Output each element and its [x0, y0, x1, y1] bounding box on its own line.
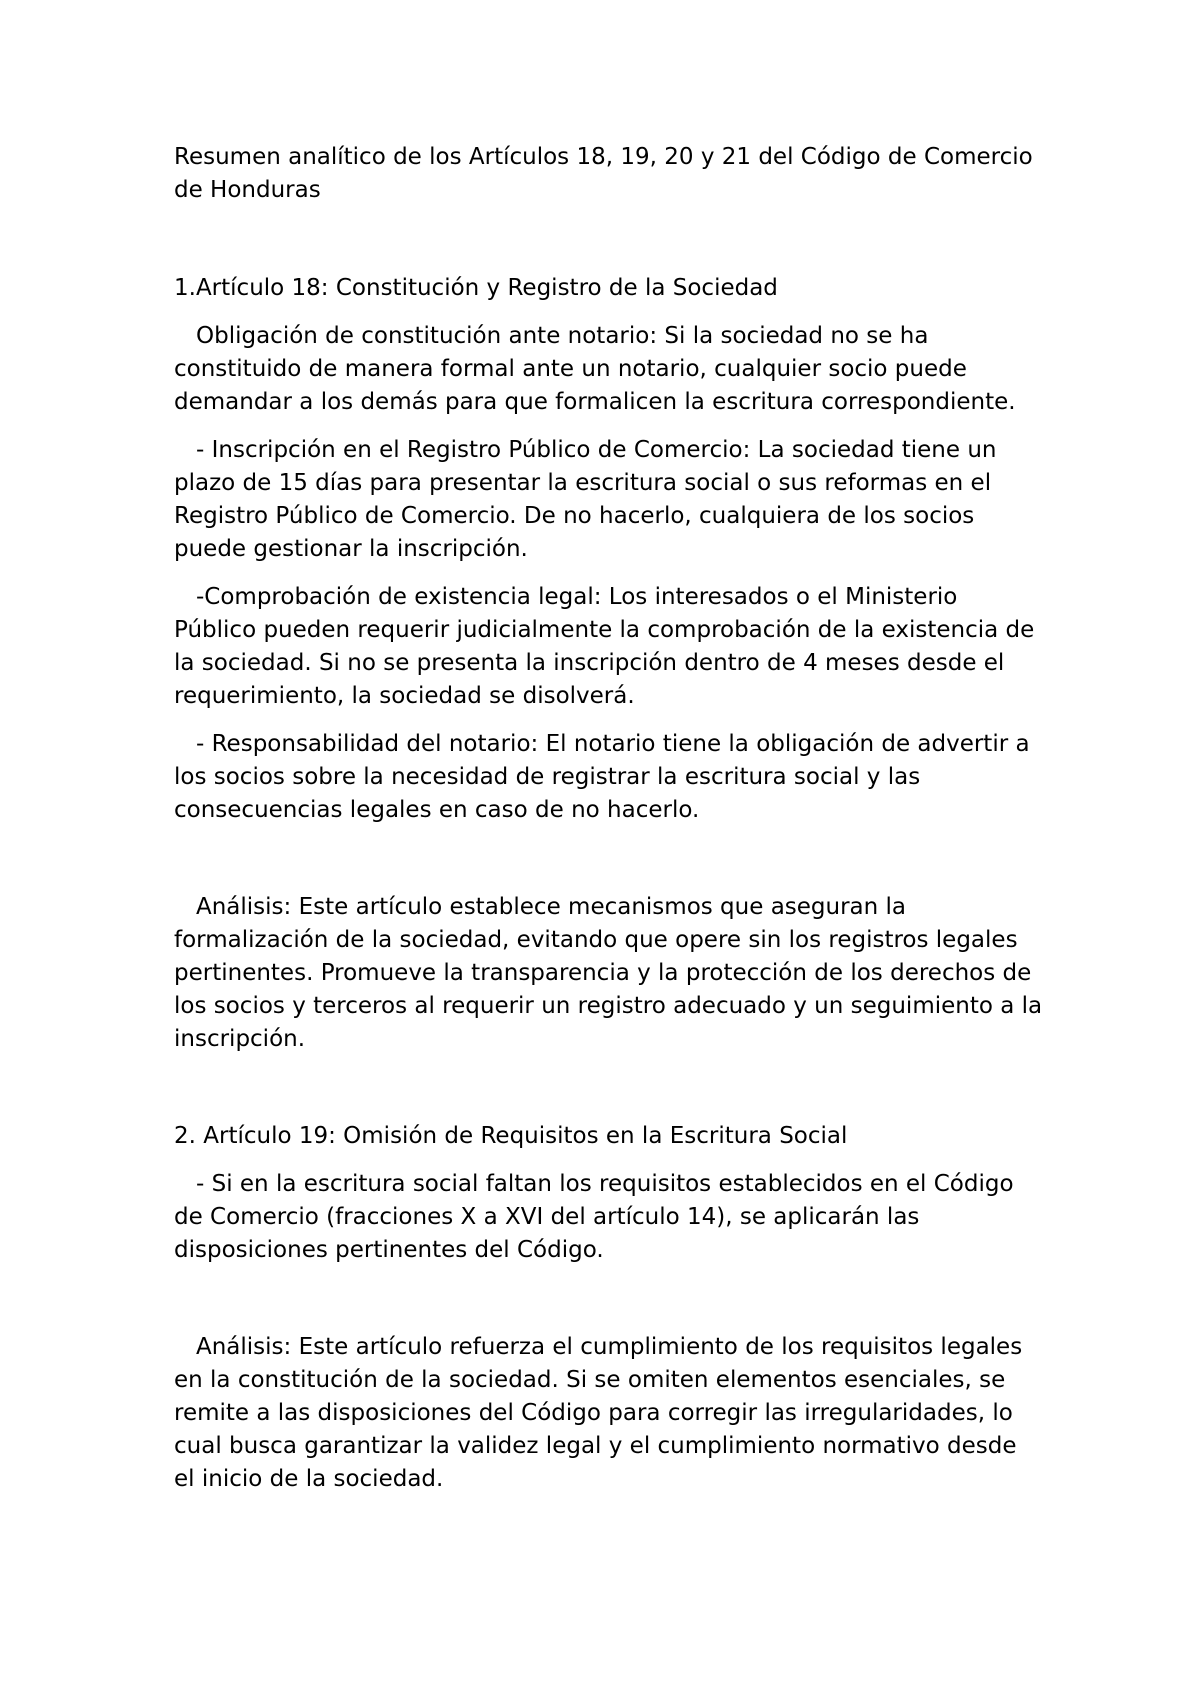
document-title: Resumen analítico de los Artículos 18, 19, 20 y 21 del Código de Comercio de Honduras: [174, 144, 1033, 203]
section-1-paragraph: - Inscripción en el Registro Público de Comercio: La sociedad tiene un plazo de 15 días para presentar la escritura social o sus reformas en el Registro Público de Comercio. De no hacerlo, cualquiera de los socios puede gestionar la inscripción.: [174, 437, 997, 562]
spacer: [174, 207, 1044, 272]
spacer: [174, 566, 1044, 581]
section-1-paragraph: - Responsabilidad del notario: El notario tiene la obligación de advertir a los socios sobre la necesidad de registrar la escritura social y las consecuencias legales en caso de no hacerlo.: [174, 731, 1030, 823]
section-1-analysis: Análisis: Este artículo establece mecanismos que aseguran la formalización de la sociedad, evitando que opere sin los registros legales pertinentes. Promueve la transparencia y la protección de los derechos de los socios y terceros al requerir un registro adecuado y un seguimiento a la inscripción.: [174, 894, 1043, 1052]
section-1-paragraph: Obligación de constitución ante notario: Si la sociedad no se ha constituido de manera formal ante un notario, cualquier socio puede demandar a los demás para que formalicen la escritura correspondiente.: [174, 323, 1016, 415]
section-2-paragraph: - Si en la escritura social faltan los requisitos establecidos en el Código de Comercio (fracciones X a XVI del artículo 14), se aplicarán las disposiciones pertinentes del Código.: [174, 1171, 1014, 1263]
section-2-analysis: Análisis: Este artículo refuerza el cumplimiento de los requisitos legales en la constitución de la sociedad. Si se omiten elementos esenciales, se remite a las disposiciones del Código para corregir las irregularidades, lo cual busca garantizar la validez legal y el cumplimiento normativo desde el inicio de la sociedad.: [174, 1334, 1023, 1492]
spacer: [174, 713, 1044, 728]
document-body: [174, 141, 1044, 1496]
spacer: [174, 1267, 1044, 1331]
spacer: [174, 419, 1044, 434]
spacer: [174, 827, 1044, 891]
spacer: [174, 305, 1044, 320]
spacer: [174, 1153, 1044, 1168]
section-1-heading: 1.Artículo 18: Constitución y Registro de la Sociedad: [174, 275, 778, 301]
section-1-paragraph: -Comprobación de existencia legal: Los interesados o el Ministerio Público pueden requerir judicialmente la comprobación de la existencia de la sociedad. Si no se presenta la inscripción dentro de 4 meses desde el requerimiento, la sociedad se disolverá.: [174, 584, 1035, 709]
section-2-heading: 2. Artículo 19: Omisión de Requisitos en la Escritura Social: [174, 1123, 848, 1149]
spacer: [174, 1056, 1044, 1120]
